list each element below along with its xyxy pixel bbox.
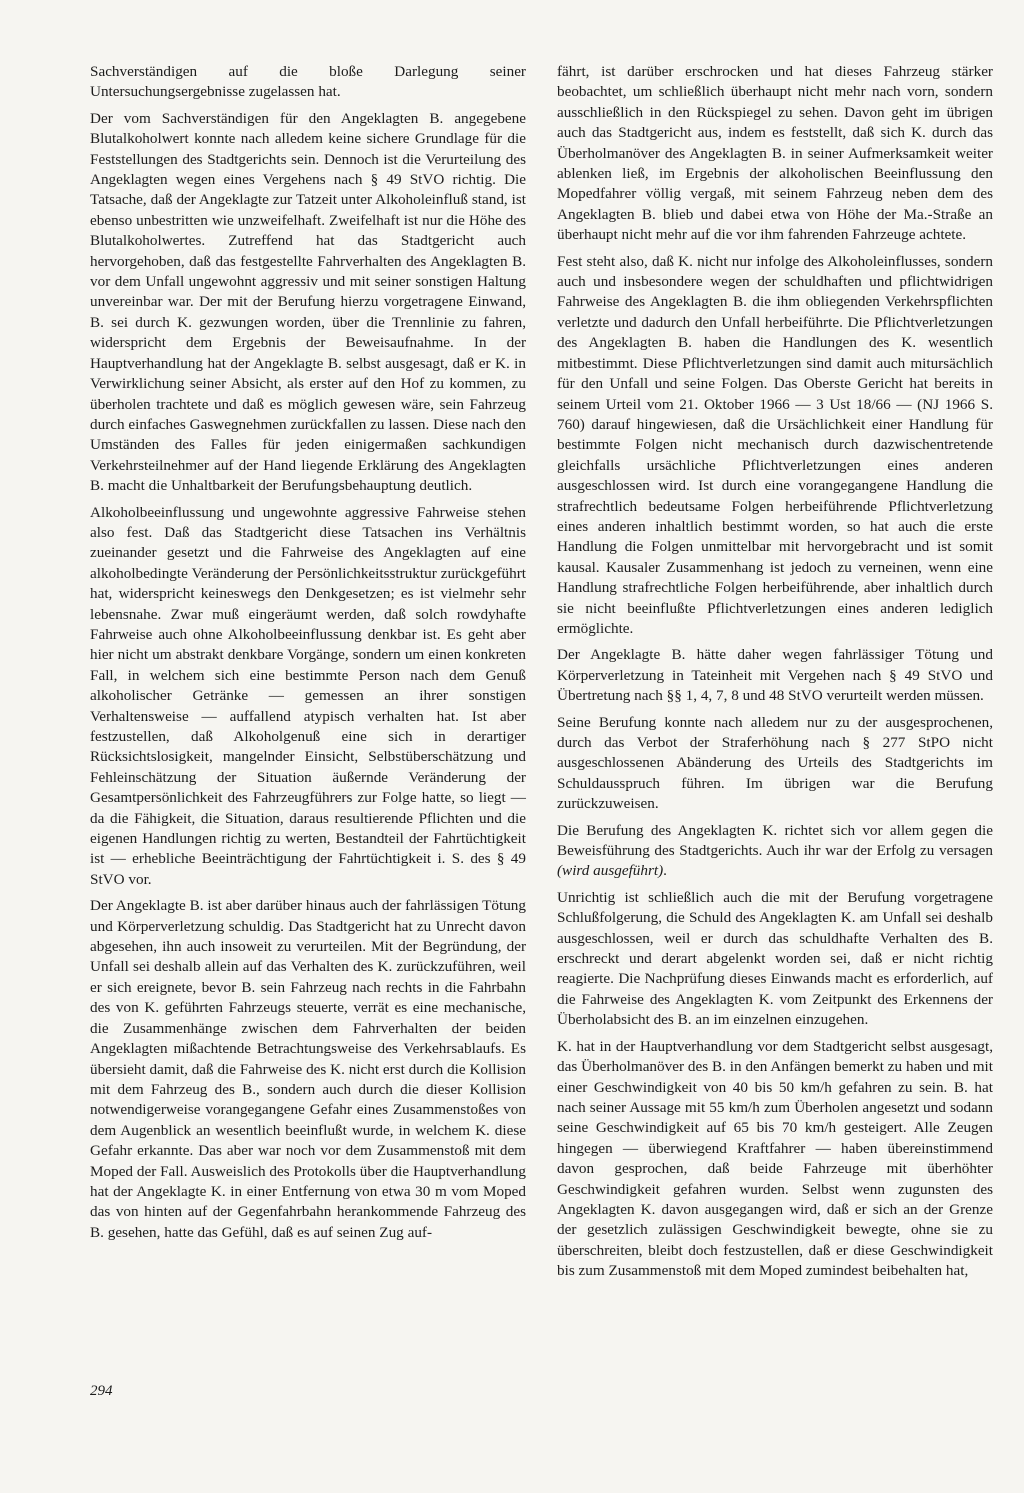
page-number: 294	[90, 1383, 113, 1399]
paragraph: Fest steht also, daß K. nicht nur infolge des Alkoholeinflusses, sondern auch und insbesondere wegen der schuldhaften und pflichtwidrigen Fahrweise des Angeklagten B. die ihm obliegenden Verkehrspflichten verletzte und dadurch den Unfall herbeiführte. Die Pflichtverletzungen des Angeklagten B. haben die Handlungen des K. wesentlich mitbestimmt. Diese Pflichtverletzungen sind damit auch mitursächlich für den Unfall und seine Folgen. Das Oberste Gericht hat bereits in seinem Urteil vom 21. Oktober 1966 — 3 Ust 18/66 — (NJ 1966 S. 760) darauf hingewiesen, daß die Ursächlichkeit einer Handlung für bestimmte Folgen nicht mechanisch durch dazwischentretende gleichfalls ursächliche Pflichtverletzungen eines anderen ausgeschlossen wird. Ist durch eine vorangegangene Handlung die strafrechtlich bedeutsame Folgen herbeiführende Pflichtverletzung eines anderen inhaltlich bestimmt worden, so hat auch die erste Handlung die Folgen unmittelbar mit hervorgebracht und ist somit kausal. Kausaler Zusammenhang ist jedoch zu verneinen, wenn eine Handlung strafrechtliche Folgen herbeiführende, aber inhaltlich durch sie nicht beeinflußte Pflichtverletzungen eines anderen lediglich ermöglichte.	[557, 252, 993, 637]
paragraph: Sachverständigen auf die bloße Darlegung seiner Untersuchungsergebnisse zugelassen hat.	[90, 63, 526, 101]
emphasis-text: (wird ausgeführt)	[557, 862, 664, 880]
paragraph: Der Angeklagte B. hätte daher wegen fahrlässiger Tötung und Körperverletzung in Tateinheit mit Vergehen nach § 49 StVO und Übertretung nach §§ 1, 4, 7, 8 und 48 StVO verurteilt werden müssen.	[557, 646, 993, 705]
paragraph	[557, 821, 993, 882]
right-column	[557, 62, 993, 1288]
paragraph: Alkoholbeeinflussung und ungewohnte aggressive Fahrweise stehen also fest. Daß das Stadtgericht diese Tatsachen ins Verhältnis zueinander gesetzt und die Fahrweise des Angeklagten auf eine alkoholbedingte Veränderung der Persönlichkeitsstruktur zurückgeführt hat, widerspricht keineswegs den Denkgesetzen; es ist vielmehr sehr lebensnahe. Zwar muß eingeräumt werden, daß solch rowdyhafte Fahrweise auch ohne Alkoholbeeinflussung denkbar ist. Es geht aber hier nicht um abstrakt denkbare Vorgänge, sondern um einen konkreten Fall, in welchem sich eine bestimmte Person nach dem Genuß alkoholischer Getränke — gemessen an ihrer sonstigen Verhaltensweise — auffallend atypisch verhalten hat. Ist aber festzustellen, daß Alkoholgenuß eine sich in derartiger Rücksichtslosigkeit, mangelnder Einsicht, Selbstüberschätzung und Fehleinschätzung der Situation äußernde Veränderung der Gesamtpersönlichkeit des Fahrzeugführers zur Folge hatte, so liegt — da die Fähigkeit, die Situation, daraus resultierende Pflichten und die eigenen Handlungen richtig zu werten, Bestandteil der Fahrtüchtigkeit ist — erhebliche Beeinträchtigung der Fahrtüchtigkeit i. S. des § 49 StVO vor.	[90, 503, 526, 888]
paragraph: Der Angeklagte B. ist aber darüber hinaus auch der fahrlässigen Tötung und Körperverletzung schuldig. Das Stadtgericht hat zu Unrecht davon abgesehen, ihn auch insoweit zu verurteilen. Mit der Begründung, der Unfall sei deshalb allein auf das Verhalten des K. zurückzuführen, weil er sich ereignete, bevor B. sein Fahrzeug nach rechts in die Fahrbahn des von K. geführten Fahrzeugs steuerte, verrät es eine mechanische, die Zusammenhänge zwischen dem Fahrverhalten der beiden Angeklagten mißachtende Betrachtungsweise des Verkehrsablaufs. Es übersieht damit, daß die Fahrweise des K. nicht erst durch die Kollision mit dem Fahrzeug des B., sondern auch durch die dieser Kollision notwendigerweise vorangegangene Gefahr eines Zusammenstoßes von dem Augenblick an wesentlich beeinflußt wurde, in welchem K. diese Gefahr erkannte. Das aber war noch vor dem Zusammenstoß mit dem Moped der Fall. Ausweislich des Protokolls über die Hauptverhandlung hat der Angeklagte K. in einer Entfernung von etwa 30 m vom Moped das von hinten auf der Gegenfahrbahn herankommende Fahrzeug des B. gesehen, hatte das Gefühl, daß es auf seinen Zug auf-	[90, 897, 526, 1241]
left-column	[90, 62, 526, 1249]
paragraph: fährt, ist darüber erschrocken und hat dieses Fahrzeug stärker beobachtet, um schließlich überhaupt nicht mehr nach vorn, sondern ausschließlich in den Rückspiegel zu sehen. Davon geht im übrigen auch das Stadtgericht aus, indem es feststellt, daß sich K. durch das Überholmanöver des Angeklagten B. in seiner Aufmerksamkeit weiter ablenken ließ, im Ergebnis der alkoholischen Beeinflussung den Mopedfahrer völlig vergaß, mit seinem Fahrzeug neben dem des Angeklagten B. blieb und dabei etwa von Höhe der Ma.-Straße an überhaupt nicht mehr auf die vor ihm fahrenden Fahrzeuge achtete.	[557, 63, 993, 244]
paragraph: Der vom Sachverständigen für den Angeklagten B. angegebene Blutalkoholwert konnte nach alledem keine sichere Grundlage für die Feststellungen des Stadtgerichts sein. Dennoch ist die Verurteilung des Angeklagten wegen eines Vergehens nach § 49 StVO richtig. Die Tatsache, daß der Angeklagte zur Tatzeit unter Alkoholeinfluß stand, ist ebenso unbestritten wie unzweifelhaft. Zweifelhaft ist nur die Höhe des Blutalkoholwertes. Zutreffend hat das Stadtgericht auch hervorgehoben, daß das festgestellte Fahrverhalten des Angeklagten B. vor dem Unfall ungewohnt aggressiv und mit seiner sonstigen Haltung unvereinbar war. Der mit der Berufung hierzu vorgetragene Einwand, B. sei durch K. gezwungen worden, über die Trennlinie zu fahren, widerspricht dem Ergebnis der Beweisaufnahme. In der Hauptverhandlung hat der Angeklagte B. selbst ausgesagt, daß er K. in Verwirklichung seiner Absicht, als erster auf den Hof zu kommen, zu überholen trachtete und daß es möglich gewesen wäre, sein Fahrzeug durch einfaches Gaswegnehmen zurückfallen zu lassen. Diese nach den Umständen des Falles für jeden einigermaßen sachkundigen Verkehrsteilnehmer auf der Hand liegende Erklärung des Angeklagten B. macht die Unhaltbarkeit der Berufungsbehauptung deutlich.	[90, 109, 526, 495]
paragraph: Seine Berufung konnte nach alledem nur zu der ausgesprochenen, durch das Verbot der Straferhöhung nach § 277 StPO nicht ausgeschlossenen Abänderung des Urteils des Stadtgerichts im Schuldausspruch führen. Im übrigen war die Berufung zurückzuweisen.	[557, 713, 993, 813]
paragraph: Unrichtig ist schließlich auch die mit der Berufung vorgetragene Schlußfolgerung, die Schuld des Angeklagten K. am Unfall sei deshalb ausgeschlossen, weil er durch das schuldhafte Verhalten des B. erschreckt und derart abgelenkt worden sei, daß er nicht richtig reagierte. Die Nachprüfung dieses Einwands macht es erforderlich, auf die Fahrweise des Angeklagten K. vom Zeitpunkt des Erkennens der Überholabsicht des B. an im einzelnen einzugehen.	[557, 888, 993, 1029]
paragraph: K. hat in der Hauptverhandlung vor dem Stadtgericht selbst ausgesagt, das Überholmanöver des B. in den Anfängen bemerkt zu haben und mit einer Geschwindigkeit von 40 bis 50 km/h gefahren zu sein. B. hat nach seiner Aussage mit 55 km/h zum Überholen angesetzt und sodann seine Geschwindigkeit auf 65 bis 70 km/h gesteigert. Alle Zeugen hingegen — überwiegend Kraftfahrer — haben übereinstimmend davon gesprochen, daß beide Fahrzeuge mit überhöhter Geschwindigkeit gefahren wurden. Selbst wenn zugunsten des Angeklagten K. davon ausgegangen wird, daß er sich an der Grenze der gesetzlich zulässigen Geschwindigkeit bewegte, ohne sie zu überschreiten, bleibt doch festzustellen, daß er diese Geschwindigkeit bis zum Zusammenstoß mit dem Moped zumindest beibehalten hat,	[557, 1037, 993, 1280]
paragraph-tail: .	[663, 862, 667, 880]
paragraph-text: Die Berufung des Angeklagten K. richtet sich vor allem gegen die Beweisführung des Stadtgerichts. Auch ihr war der Erfolg zu versagen	[557, 821, 993, 860]
